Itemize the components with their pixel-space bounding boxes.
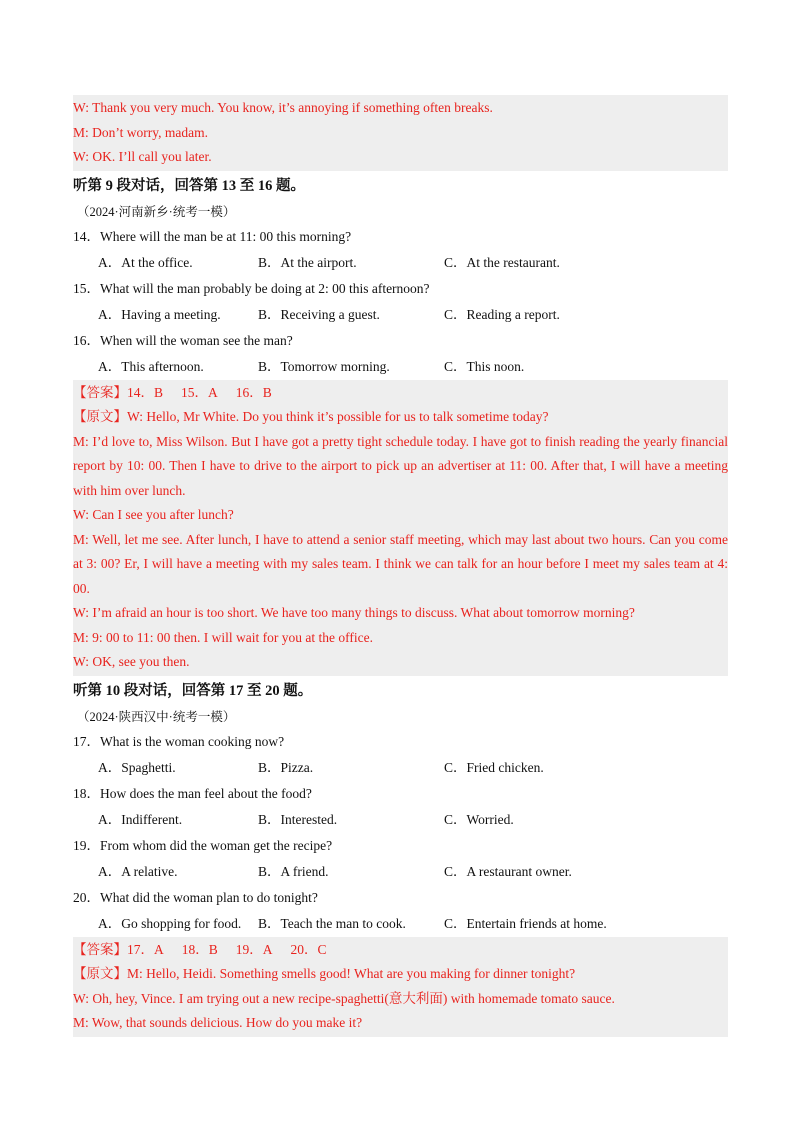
question-options	[73, 755, 728, 781]
section-9-heading: 听第 9 段对话，回答第 13 至 16 题。	[73, 177, 305, 194]
question-number: 20．	[73, 889, 100, 905]
question-14	[73, 224, 728, 276]
answer-line	[73, 381, 728, 406]
question-text: 20．What did the woman plan to do tonight?	[73, 889, 318, 905]
answer: 20．C	[290, 941, 327, 957]
option-c: C．Reading a report.	[444, 306, 560, 322]
question-options	[73, 354, 728, 380]
question-number: 19．	[73, 837, 100, 853]
answer-label: 【答案】	[73, 941, 127, 957]
option-c: C．A restaurant owner.	[444, 863, 572, 879]
question-number: 14．	[73, 228, 100, 244]
dialogue-line: W: OK. I’ll call you later.	[73, 149, 212, 164]
answer-line	[73, 938, 728, 963]
top-dialogue	[73, 95, 728, 171]
original-label: 【原文】	[73, 409, 127, 424]
section-9-answer-block	[73, 380, 728, 676]
question-19	[73, 833, 728, 885]
option-b: B．Interested.	[258, 811, 338, 827]
answer-label: 【答案】	[73, 384, 127, 400]
transcript-line: M: Wow, that sounds delicious. How do you make it?	[73, 1015, 363, 1030]
question-20	[73, 885, 728, 937]
question-text: 16．When will the woman see the man?	[73, 332, 293, 348]
section-10-source: （2024·陕西汉中·统考一模）	[77, 709, 236, 724]
option-a: A．Go shopping for food.	[98, 915, 242, 931]
question-text: 19．From whom did the woman get the recipe?	[73, 837, 333, 853]
question-17	[73, 729, 728, 781]
question-text: 15．What will the man probably be doing at 2: 00 this afternoon?	[73, 280, 430, 296]
question-number: 17．	[73, 733, 100, 749]
transcript-line: W: OK, see you then.	[73, 654, 190, 669]
option-a: A．Indifferent.	[98, 811, 183, 827]
option-a: A．At the office.	[98, 254, 193, 270]
option-c: C．Fried chicken.	[444, 759, 544, 775]
question-text: 17．What is the woman cooking now?	[73, 733, 285, 749]
question-number: 16．	[73, 332, 100, 348]
dialogue-line: M: Don’t worry, madam.	[73, 124, 208, 140]
option-b: B．Receiving a guest.	[258, 306, 380, 322]
document-page	[73, 95, 728, 1037]
option-b: B．Tomorrow morning.	[258, 358, 390, 374]
option-c: C．At the restaurant.	[444, 254, 560, 270]
option-b: B．Teach the man to cook.	[258, 915, 406, 931]
answer: 19．A	[235, 941, 273, 957]
question-18	[73, 781, 728, 833]
option-a: A．Having a meeting.	[98, 306, 221, 322]
section-9-source: （2024·河南新乡·统考一模）	[77, 204, 236, 219]
transcript-line: W: Oh, hey, Vince. I am trying out a new recipe-spaghetti(意大利面) with homemade tomato sauce.	[73, 990, 615, 1006]
question-16	[73, 328, 728, 380]
answer: 17．A	[127, 941, 164, 957]
transcript-line: 【原文】W: Hello, Mr White. Do you think it’s possible for us to talk sometime today?	[73, 409, 549, 424]
question-text: 14．Where will the man be at 11: 00 this morning?	[73, 228, 352, 244]
option-a: A．Spaghetti.	[98, 759, 176, 775]
option-c: C．This noon.	[444, 358, 525, 374]
option-b: B．At the airport.	[258, 254, 357, 270]
transcript-line: M: Well, let me see. After lunch, I have to attend a senior staff meeting, which may last about two hours. Can you come at 3: 00? Er, I will have a meeting with my sales team. I think we can talk for an hour before I meet my sales team at 4: 00.	[73, 531, 728, 596]
option-b: B．Pizza.	[258, 759, 314, 775]
option-c: C．Worried.	[444, 811, 514, 827]
transcript-line: 【原文】M: Hello, Heidi. Something smells good! What are you making for dinner tonight?	[73, 966, 576, 981]
question-text: 18．How does the man feel about the food?	[73, 785, 312, 801]
question-options	[73, 807, 728, 833]
question-number: 18．	[73, 785, 100, 801]
option-a: A．This afternoon.	[98, 358, 204, 374]
question-options	[73, 911, 728, 937]
original-label: 【原文】	[73, 966, 127, 981]
answer: 15．A	[181, 384, 218, 400]
option-b: B．A friend.	[258, 863, 329, 879]
question-options	[73, 250, 728, 276]
option-a: A．A relative.	[98, 863, 178, 879]
section-10-answer-block	[73, 937, 728, 1037]
transcript-line: M: 9: 00 to 11: 00 then. I will wait for you at the office.	[73, 629, 373, 645]
section-10-heading: 听第 10 段对话，回答第 17 至 20 题。	[73, 682, 313, 699]
question-options	[73, 859, 728, 885]
question-number: 15．	[73, 280, 100, 296]
answer: 16．B	[235, 384, 272, 400]
answer: 14．B	[127, 384, 164, 400]
dialogue-line: W: Thank you very much. You know, it’s annoying if something often breaks.	[73, 100, 493, 115]
question-15	[73, 276, 728, 328]
question-options	[73, 302, 728, 328]
answer: 18．B	[181, 941, 218, 957]
option-c: C．Entertain friends at home.	[444, 915, 607, 931]
transcript-line: W: I’m afraid an hour is too short. We have too many things to discuss. What about tomorrow morning?	[73, 605, 635, 620]
transcript-line: W: Can I see you after lunch?	[73, 507, 234, 522]
transcript-line: M: I’d love to, Miss Wilson. But I have got a pretty tight schedule today. I have got to finish reading the yearly financial report by 10: 00. Then I have to drive to the airport to pick up an advertiser at 11: 00. After that, I will have a meeting with him over lunch.	[73, 433, 728, 498]
